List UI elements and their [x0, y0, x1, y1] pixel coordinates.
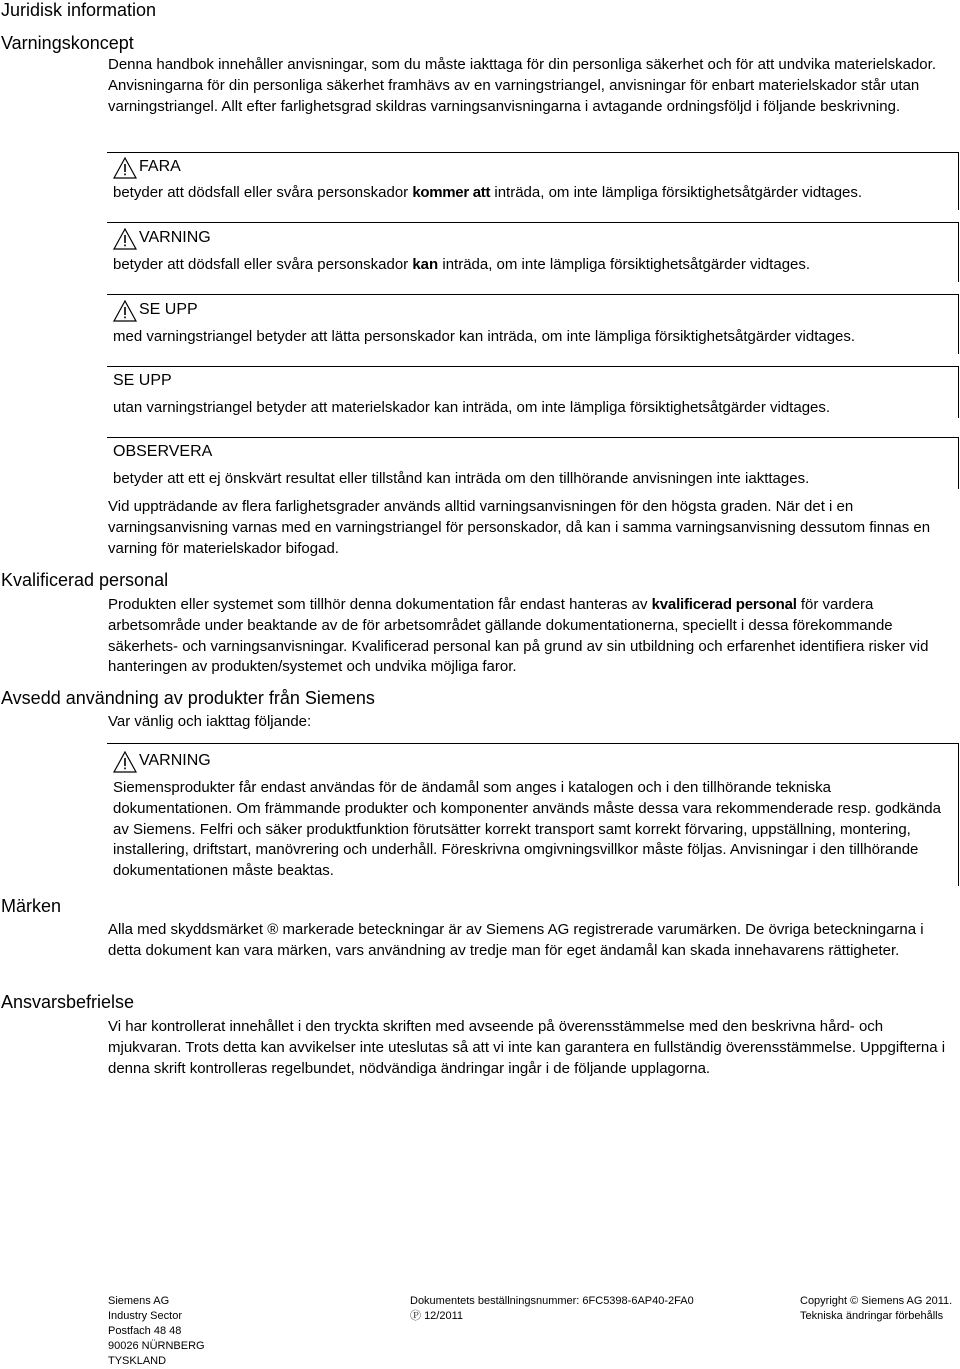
note-label: OBSERVERA: [113, 443, 213, 460]
intended-use-warning-label: VARNING: [139, 752, 211, 769]
disclaimer-text: Vi har kontrollerat innehållet i den tryckta skriften med avseende på överensstämmelse med den beskrivna hård- och mjukvaran. Trots detta kan avvikelser inte uteslutas så att vi inte kan garantera en fullständig överensstämmelse. Uppgifterna i denna skrift kontrolleras regelbundet, nödvändiga ändringar ingår i de följande upplagorna.: [108, 1018, 946, 1077]
intended-use-warning-text: Siemensprodukter får endast användas för de ändamål som anges i katalogen och i den tillhörande tekniska dokumentationen. Om främmande produkter och komponenter används måste dessa vara rekommenderade resp. godkända av Siemens. Felfri och säker produktfunktion förutsätter korrekt transport samt korrekt förvaring, uppställning, montering, installering, driftstart, manövrering och underhåll. Föreskrivna omgivningsvillkor måste följas. Anvisningar i den tillhörande dokumentationen måste beaktas.: [113, 779, 941, 880]
warning-triangle-icon: [113, 228, 137, 250]
trademarks-text: Alla med skyddsmärket ® markerade beteckningar är av Siemens AG registrerade varumärken. De övriga beteckningarna i detta dokument kan vara märken, vars användning av tredje man för eget ändamål kan skada innehavarens rättigheter.: [108, 921, 924, 959]
notice-label: SE UPP: [113, 372, 172, 389]
caution-label: SE UPP: [139, 301, 198, 318]
caution-text: med varningstriangel betyder att lätta personskador kan inträda, om inte lämpliga försiktighetsåtgärder vidtages.: [113, 328, 856, 345]
address-line: TYSKLAND: [108, 1355, 167, 1367]
technical-changes-text: Tekniska ändringar förbehålls: [800, 1310, 944, 1322]
section-heading-disclaimer: Ansvarsbefrielse: [1, 992, 135, 1012]
section-heading-trademarks: Märken: [1, 896, 62, 916]
warning-triangle-icon: [113, 157, 137, 179]
danger-emphasis: kommer att: [412, 184, 491, 201]
section-heading-qualified-personnel: Kvalificerad personal: [1, 570, 169, 590]
note-text: betyder att ett ej önskvärt resultat eller tillstånd kan inträda om den tillhörande anvisningen inte iakttages.: [113, 470, 810, 487]
danger-text: betyder att dödsfall eller svåra personskador kommer att inträda, om inte lämpliga försiktighetsåtgärder vidtages.: [113, 184, 863, 201]
footer-address: [108, 1294, 205, 1369]
warning-text: betyder att dödsfall eller svåra personskador kan inträda, om inte lämpliga försiktighetsåtgärder vidtages.: [113, 256, 811, 273]
page-title: Juridisk information: [1, 0, 157, 20]
section-heading-warning-concept: Varningskoncept: [1, 33, 134, 53]
qualified-emphasis: kvalificerad personal: [651, 596, 797, 613]
address-line: Postfach 48 48: [108, 1325, 182, 1337]
intended-use-intro: Var vänlig och iakttag följande:: [108, 713, 312, 730]
address-line: Siemens AG: [108, 1295, 170, 1307]
footer-copyright: [800, 1294, 952, 1324]
warning-triangle-icon: [113, 300, 137, 322]
address-line: Industry Sector: [108, 1310, 182, 1322]
section-heading-intended-use: Avsedd användning av produkter från Siemens: [1, 688, 375, 708]
warning-concept-intro: Denna handbok innehåller anvisningar, som du måste iakttaga för din personliga säkerhet och för att undvika materielskador. Anvisningarna för din personliga säkerhet framhävs av en varningstriangel, anvisningar för enbart materielskador står utan varningstriangel. Allt efter farlighetsgrad skildras varningsanvisningarna i avtagande ordningsföljd i följande beskrivning.: [108, 56, 936, 115]
warning-label: VARNING: [139, 229, 211, 246]
warning-emphasis: kan: [412, 256, 439, 273]
warning-concept-outro: Vid uppträdande av flera farlighetsgrader används alltid varningsanvisningen för den högsta graden. När det i en varningsanvisning varnas med en varningstriangel för personskador, då kan i samma varningsanvisning dessutom finnas en varning för materielskador bifogad.: [108, 498, 931, 557]
edition-symbol-icon: Ⓟ: [410, 1310, 421, 1322]
copyright-text: Copyright © Siemens AG 2011.: [800, 1295, 953, 1307]
warning-triangle-icon: [113, 751, 137, 773]
danger-label: FARA: [139, 158, 181, 175]
edition-date: 12/2011: [424, 1310, 464, 1322]
footer-document-info: [410, 1294, 694, 1324]
order-number: Dokumentets beställningsnummer: 6FC5398-6AP40-2FA0: [410, 1295, 694, 1307]
qualified-personnel-text: Produkten eller systemet som tillhör denna dokumentation får endast hanteras av kvalificerad personal för vardera arbetsområde under beaktande av de för arbetsområdet gällande dokumentationerna, speciellt i dessa förekommande säkerhets- och varningsanvisningar. Kvalificerad personal kan på grund av sin utbildning och erfarenhet identifiera risker vid hanteringen av produkten/systemet och undvika möjliga faror.: [108, 596, 929, 676]
notice-text: utan varningstriangel betyder att materielskador kan inträda, om inte lämpliga försiktighetsåtgärder vidtages.: [113, 399, 831, 416]
address-line: 90026 NÜRNBERG: [108, 1340, 205, 1352]
